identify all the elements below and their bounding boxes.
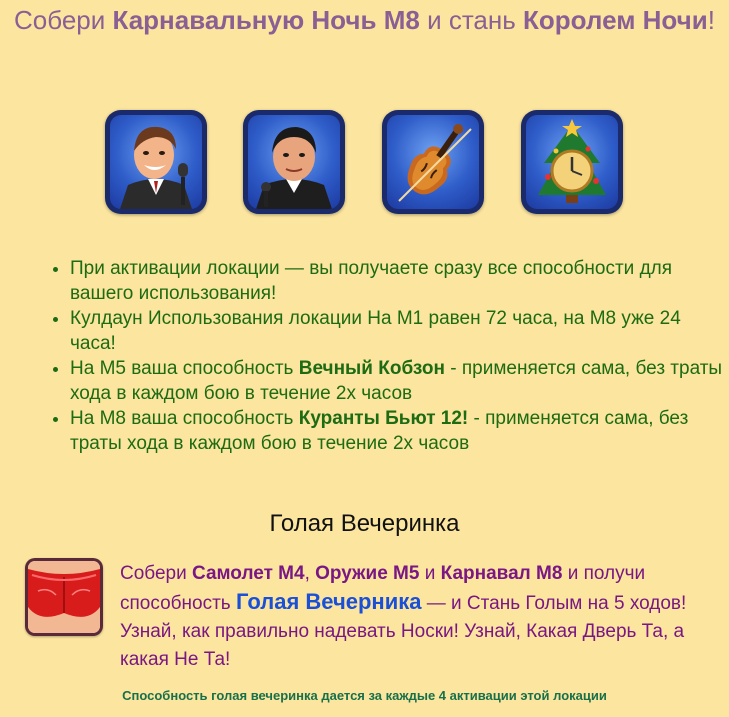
list-item <box>70 356 729 406</box>
ability-icons <box>0 110 729 218</box>
section-title: Голая Вечеринка <box>269 510 460 537</box>
headline-bold-king: Королем Ночи <box>523 5 708 35</box>
list-item <box>70 256 729 306</box>
party-text: — и Стань Голым на 5 ходов! Узнай, как правильно надевать Носки! Узнай, Какая Дверь Та, а какая Не Та! <box>120 593 687 670</box>
party-text: и <box>419 563 441 584</box>
item-weapon-m5: Оружие М5 <box>315 563 420 584</box>
headline-text: ! <box>707 5 715 35</box>
list-item <box>70 406 729 456</box>
christmas-tree-illustration <box>526 115 618 209</box>
singer-two-illustration <box>248 115 340 209</box>
singer-two-icon <box>243 110 345 214</box>
christmas-tree-clock-icon <box>521 110 623 214</box>
item-plane-m4: Самолет М4 <box>191 563 305 584</box>
list-item-text: При активации локации — вы получаете сразу все способности для вашего использования! <box>70 258 673 304</box>
list-item-text: - применяется сама, без траты хода в каждом бою в течение 2х часов <box>70 408 689 454</box>
list-item <box>70 306 729 356</box>
list-item-text: Кулдаун Использования локации На М1 равен 72 часа, на М8 уже 24 часа! <box>70 308 681 354</box>
naked-party-icon <box>25 558 103 636</box>
feature-list <box>48 256 729 456</box>
singer-one-illustration <box>110 115 202 209</box>
singer-one-icon <box>105 110 207 214</box>
violin-icon <box>382 110 484 214</box>
ability-name-chimes: Куранты Бьют 12! <box>298 408 469 429</box>
party-text: Собери <box>120 563 192 584</box>
party-text: и получи способность <box>120 563 646 614</box>
list-item-text: - применяется сама, без траты хода в каждом бою в течение 2х часов <box>70 358 723 404</box>
violin-illustration <box>387 115 479 209</box>
headline-text: и стань <box>419 5 524 35</box>
naked-party-illustration <box>28 561 100 633</box>
headline <box>0 4 729 37</box>
list-item-text: На М8 ваша способность <box>70 408 299 429</box>
headline-text: Собери <box>14 5 113 35</box>
party-text: , <box>304 563 316 584</box>
item-carnival-m8: Карнавал М8 <box>440 563 563 584</box>
naked-party-description <box>120 560 710 674</box>
list-item-text: На М5 ваша способность <box>70 358 299 379</box>
ability-name-eternal-kobzon: Вечный Кобзон <box>298 358 445 379</box>
footnote: Способность голая вечеринка дается за каждые 4 активации этой локации <box>122 688 607 703</box>
ability-name-naked-party: Голая Вечерника <box>235 589 422 614</box>
headline-bold-carnival: Карнавальную Ночь М8 <box>112 5 420 35</box>
